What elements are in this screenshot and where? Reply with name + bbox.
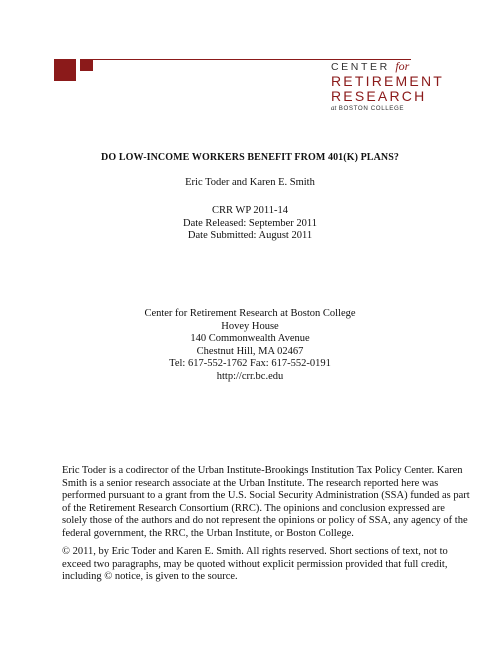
date-submitted: Date Submitted: August 2011 <box>187 230 313 241</box>
bio-line: of the Retirement Research Consortium (RRC). The opinions and conclusion expressed are <box>62 502 445 514</box>
logo-word-for: for <box>395 59 410 73</box>
paper-info <box>0 205 500 243</box>
address-website[interactable]: http://crr.bc.edu <box>216 370 284 382</box>
author-bio-paragraph <box>62 465 470 541</box>
address-city: Chestnut Hill, MA 02467 <box>196 345 304 357</box>
address-block <box>0 308 500 383</box>
bio-line: Smith is a senior research associate at the Urban Institute. The research reported here was <box>62 477 439 489</box>
logo-square-small <box>80 59 93 71</box>
copyright-line: © 2011, by Eric Toder and Karen E. Smith. All rights reserved. Short sections of text, not to <box>62 546 448 557</box>
bio-line: federal government, the RRC, the Urban Institute, or Boston College. <box>62 527 354 539</box>
document-authors: Eric Toder and Karen E. Smith <box>185 177 315 188</box>
address-organization: Center for Retirement Research at Boston College <box>144 308 356 319</box>
copyright-line: including © notice, is given to the source. <box>62 571 238 583</box>
logo-word-research: RESEARCH <box>331 88 427 104</box>
address-street: 140 Commonwealth Avenue <box>190 333 310 344</box>
document-title: DO LOW-INCOME WORKERS BENEFIT FROM 401(K) PLANS? <box>101 152 399 163</box>
address-phone-fax: Tel: 617-552-1762 Fax: 617-552-0191 <box>169 358 331 369</box>
logo-line-college <box>331 104 431 113</box>
paper-number: CRR WP 2011-14 <box>211 205 289 216</box>
bio-line: performed pursuant to a grant from the U.S. Social Security Administration (SSA) funded as part <box>62 490 470 502</box>
logo-word-college: BOSTON COLLEGE <box>338 105 405 112</box>
logo-word-center: CENTER <box>331 61 390 73</box>
logo-line-center <box>331 60 431 74</box>
copyright-paragraph <box>62 546 448 584</box>
bio-line: solely those of the authors and do not represent the opinions or policy of SSA, any agency of the <box>62 515 468 527</box>
logo-word-at: at <box>331 104 337 112</box>
copyright-line: exceed two paragraphs, may be quoted without explicit permission provided that full credit, <box>62 558 448 570</box>
date-released: Date Released: September 2011 <box>182 217 318 229</box>
logo-square-large <box>54 59 76 81</box>
bio-line: Eric Toder is a codirector of the Urban Institute-Brookings Institution Tax Policy Center. Karen <box>62 465 463 476</box>
logo-wordmark <box>331 59 444 113</box>
address-building: Hovey House <box>221 320 279 332</box>
logo-word-retirement: RETIREMENT <box>331 73 444 89</box>
